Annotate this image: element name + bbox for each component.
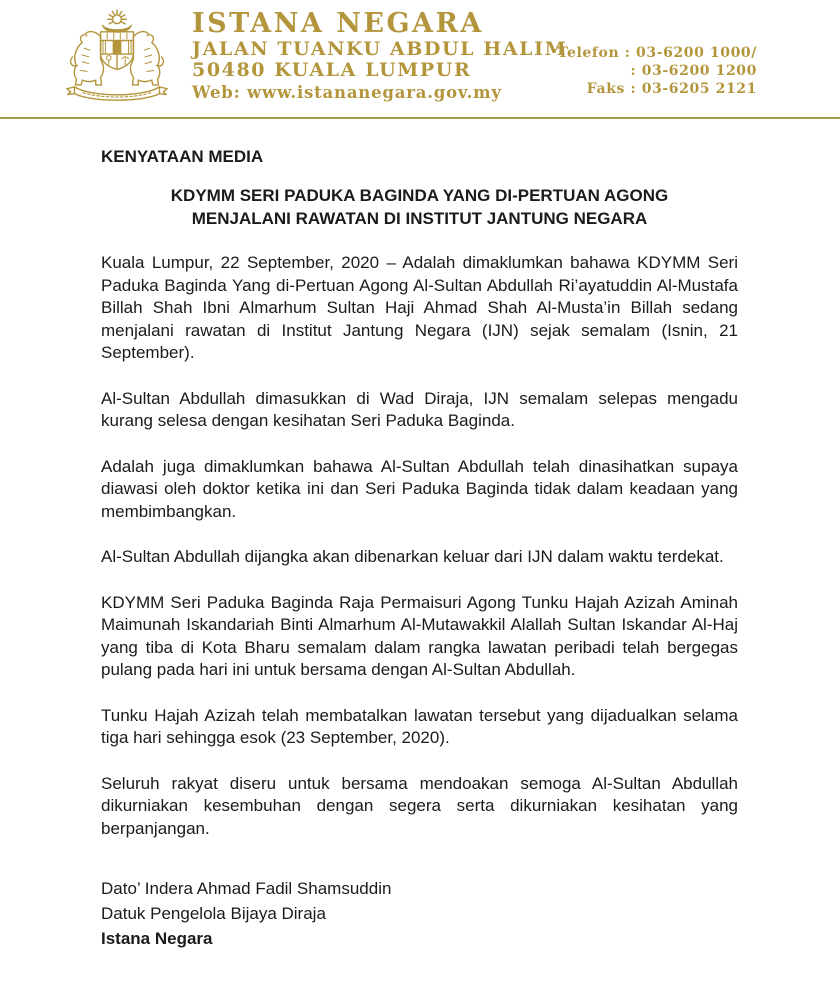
document-title-line-2: MENJALANI RAWATAN DI INSTITUT JANTUNG NEGARA: [191, 209, 648, 228]
letterhead-identity: [192, 9, 567, 103]
paragraph-5: KDYMM Seri Paduka Baginda Raja Permaisuri Agong Tunku Hajah Azizah Aminah Maimunah Iskandariah Binti Almarhum Al-Mutawakkil Alallah Sultan Iskandar Al-Haj yang tiba di Kota Bharu semalam dalam rangka lawatan peribadi telah bergegas pulang pada hari ini untuk bersama dengan Al-Sultan Abdullah.: [101, 592, 738, 679]
address-line-1: JALAN TUANKU ABDUL HALIM: [192, 38, 568, 60]
letterhead-contact: [558, 44, 757, 98]
paragraph-2: Al-Sultan Abdullah dimasukkan di Wad Diraja, IJN semalam selepas mengadu kurang selesa dengan kesihatan Seri Paduka Baginda.: [101, 388, 738, 430]
document-title-line-1: KDYMM SERI PADUKA BAGINDA YANG DI-PERTUAN AGONG: [170, 186, 669, 205]
paragraph-3: Adalah juga dimaklumkan bahawa Al-Sultan Abdullah telah dinasihatkan supaya diawasi oleh doktor ketika ini dan Seri Paduka Baginda tidak dalam keadaan yang membimbangkan.: [101, 456, 738, 521]
paragraph-1: Kuala Lumpur, 22 September, 2020 – Adalah dimaklumkan bahawa KDYMM Seri Paduka Baginda Yang di-Pertuan Agong Al-Sultan Abdullah Ri’ayatuddin Al-Mustafa Billah Shah Ibni Almarhum Sultan Haji Ahmad Shah Al-Musta’in Billah sedang menjalani rawatan di Institut Jantung Negara (IJN) sejak semalam (Isnin, 21 September).: [101, 253, 738, 362]
org-name: ISTANA NEGARA: [192, 8, 484, 39]
paragraph-7: Seluruh rakyat diseru untuk bersama mendoakan semoga Al-Sultan Abdullah dikurniakan kesembuhan dengan segera serta dikurniakan kesihatan yang berpanjangan.: [101, 773, 738, 838]
signature-block: [101, 876, 738, 951]
document-title: [101, 184, 738, 230]
address-line-2: 50480 KUALA LUMPUR: [192, 59, 472, 81]
signatory-name: Dato’ Indera Ahmad Fadil Shamsuddin: [101, 879, 392, 898]
phone-line-1: Telefon : 03-6200 1000/: [557, 45, 757, 61]
signatory-organisation: Istana Negara: [101, 929, 213, 948]
website-url: Web: www.istananegara.gov.my: [192, 83, 502, 102]
fax-line: Faks : 03-6205 2121: [586, 81, 757, 97]
tiger-left: [71, 32, 104, 85]
paragraph-6: Tunku Hajah Azizah telah membatalkan lawatan tersebut yang dijadualkan selama tiga hari sehingga esok (23 September, 2020).: [101, 705, 738, 747]
paragraph-4: Al-Sultan Abdullah dijangka akan dibenarkan keluar dari IJN dalam waktu terdekat.: [101, 547, 724, 566]
tiger-right: [130, 32, 163, 85]
phone-line-2: : 03-6200 1200: [630, 63, 757, 79]
letterhead: [0, 0, 840, 119]
media-statement-label: KENYATAAN MEDIA: [101, 147, 264, 166]
coat-of-arms-icon: [60, 5, 174, 105]
signatory-role: Datuk Pengelola Bijaya Diraja: [101, 904, 326, 923]
document-body: [0, 119, 840, 951]
